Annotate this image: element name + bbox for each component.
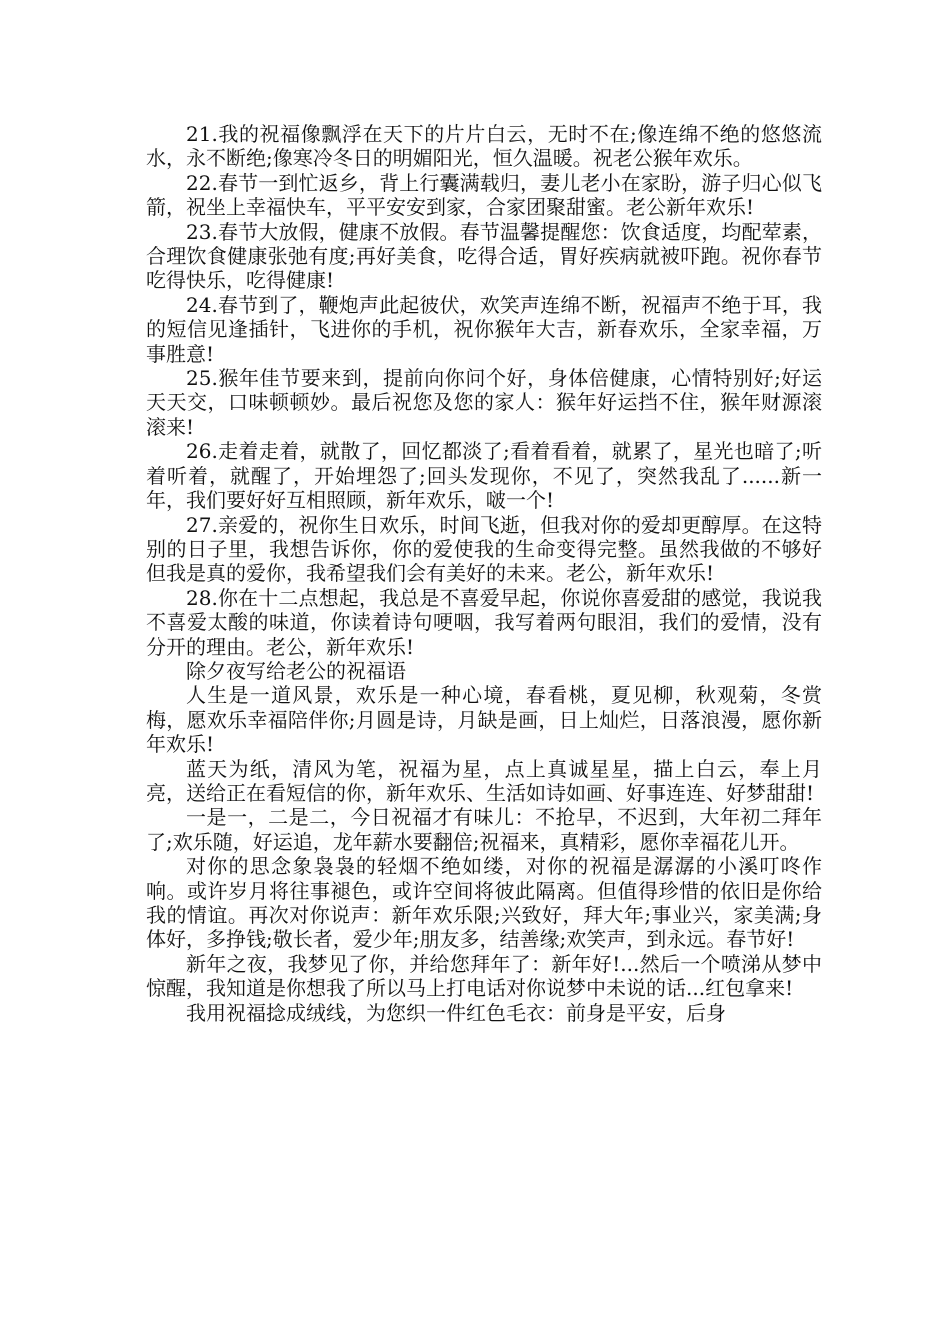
paragraph-26: 26.走着走着，就散了，回忆都淡了;看着看着，就累了，星光也暗了;听着听着，就醒了，开始埋怨了;回头发现你，不见了，突然我乱了......新一年，我们要好好互相照顾，新年欢乐，啵一个! — [146, 439, 822, 513]
paragraph-23: 23.春节大放假，健康不放假。春节温馨提醒您：饮食适度，均配荤素，合理饮食健康张弛有度;再好美食，吃得合适，胃好疾病就被吓跑。祝你春节吃得快乐，吃得健康! — [146, 219, 822, 293]
paragraph-wish-6: 我用祝福捻成绒线，为您织一件红色毛衣：前身是平安，后身 — [186, 1000, 726, 1025]
paragraph-wish-4: 对你的思念象袅袅的轻烟不绝如缕，对你的祝福是潺潺的小溪叮咚作响。或许岁月将往事褪色，或许空间将彼此隔离。但值得珍惜的依旧是你给我的情谊。再次对你说声：新年欢乐限;兴致好，拜大年;事业兴，家美满;身体好，多挣钱;敬长者，爱少年;朋友多，结善缘;欢笑声，到永远。春节好! — [146, 854, 822, 952]
paragraph-wish-1: 人生是一道风景，欢乐是一种心境，春看桃，夏见柳，秋观菊，冬赏梅，愿欢乐幸福陪伴你;月圆是诗，月缺是画，日上灿烂，日落浪漫，愿你新年欢乐! — [146, 683, 822, 757]
paragraph-wish-2: 蓝天为纸，清风为笔，祝福为星，点上真诚星星，描上白云，奉上月亮，送给正在看短信的你，新年欢乐、生活如诗如画、好事连连、好梦甜甜! — [146, 756, 822, 805]
paragraph-22: 22.春节一到忙返乡，背上行囊满载归，妻儿老小在家盼，游子归心似飞箭，祝坐上幸福快车，平平安安到家，合家团聚甜蜜。老公新年欢乐! — [146, 170, 822, 220]
paragraph-24: 24.春节到了，鞭炮声此起彼伏，欢笑声连绵不断，祝福声不绝于耳，我的短信见逢插针，飞进你的手机，祝你猴年大吉，新春欢乐，全家幸福，万事胜意! — [146, 292, 822, 366]
paragraph-25: 25.猴年佳节要来到，提前向你问个好，身体倍健康，心情特别好;好运天天交，口味顿顿妙。最后祝您及您的家人：猴年好运挡不住，猴年财源滚滚来! — [146, 366, 822, 439]
paragraph-wish-5: 新年之夜，我梦见了你，并给您拜年了：新年好!...然后一个喷涕从梦中惊醒，我知道是你想我了所以马上打电话对你说梦中未说的话...红包拿来! — [146, 951, 822, 1001]
document-body — [146, 122, 822, 1025]
paragraph-21: 21.我的祝福像飘浮在天下的片片白云，无时不在;像连绵不绝的悠悠流水，永不断绝;像寒冷冬日的明媚阳光，恒久温暖。祝老公猴年欢乐。 — [146, 122, 822, 171]
paragraph-wish-3: 一是一，二是二，今日祝福才有味儿：不抢早，不迟到，大年初二拜年了;欢乐随，好运追，龙年薪水要翻倍;祝福来，真精彩，愿你幸福花儿开。 — [146, 805, 822, 854]
paragraph-27: 27.亲爱的，祝你生日欢乐，时间飞逝，但我对你的爱却更醇厚。在这特别的日子里，我想告诉你，你的爱使我的生命变得完整。虽然我做的不够好但我是真的爱你，我希望我们会有美好的未来。老公，新年欢乐! — [146, 512, 822, 586]
paragraph-28: 28.你在十二点想起，我总是不喜爱早起，你说你喜爱甜的感觉，我说我不喜爱太酸的味道，你读着诗句哽咽，我写着两句眼泪，我们的爱情，没有分开的理由。老公，新年欢乐! — [146, 585, 822, 659]
section-heading: 除夕夜写给老公的祝福语 — [186, 658, 406, 683]
